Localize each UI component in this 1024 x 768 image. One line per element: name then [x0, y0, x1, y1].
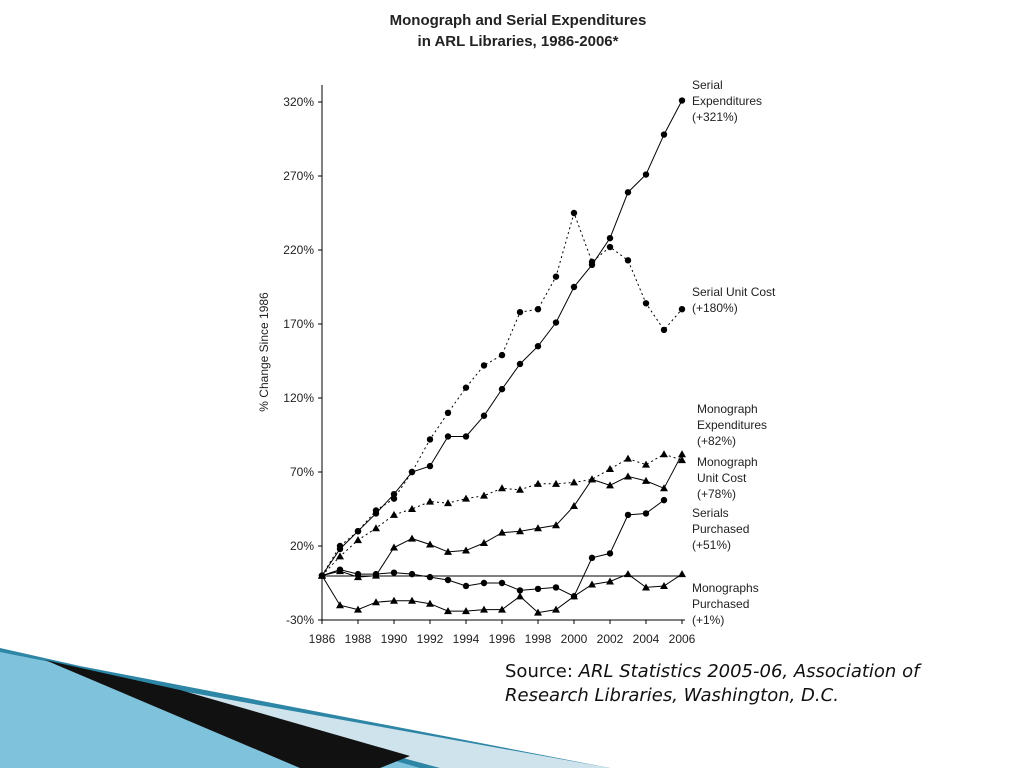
data-point-monograph_expenditures [624, 455, 632, 462]
series-label-monographs_purchased: Purchased [692, 597, 750, 611]
y-tick-label: 70% [289, 465, 314, 479]
data-point-monographs_purchased [606, 578, 614, 585]
data-point-serial_expenditures [661, 131, 667, 137]
data-point-serial_expenditures [571, 284, 577, 290]
y-tick-label: 20% [289, 539, 314, 553]
series-label-monographs_purchased: Monographs [692, 581, 759, 595]
data-point-monograph_expenditures [498, 484, 506, 491]
data-point-serial_expenditures [481, 413, 487, 419]
data-point-monograph_unit_cost [390, 543, 398, 550]
data-point-serial_unit_cost [535, 306, 541, 312]
data-point-serial_unit_cost [571, 210, 577, 216]
data-point-monograph_expenditures [480, 492, 488, 499]
data-point-monograph_unit_cost [408, 535, 416, 542]
data-point-monographs_purchased [408, 597, 416, 604]
series-layer [318, 97, 686, 615]
data-point-monographs_purchased [624, 570, 632, 577]
series-label-monographs_purchased: (+1%) [692, 613, 725, 627]
x-tick-label: 2006 [668, 632, 696, 646]
series-label-serial_unit_cost: Serial Unit Cost [692, 285, 776, 299]
series-label-serial_unit_cost: (+180%) [692, 301, 738, 315]
x-tick-label: 2002 [596, 632, 624, 646]
data-point-serial_expenditures [625, 189, 631, 195]
data-point-serials_purchased [445, 577, 451, 583]
series-serial_unit_cost [319, 210, 685, 579]
data-point-serial_expenditures [679, 97, 685, 103]
data-point-monograph_unit_cost [660, 484, 668, 491]
chart-title-line-1: Monograph and Serial Expenditures [389, 12, 647, 29]
data-point-serial_unit_cost [337, 543, 343, 549]
series-label-monograph_unit_cost: Unit Cost [697, 471, 747, 485]
data-point-monographs_purchased [516, 592, 524, 599]
x-tick-label: 1988 [344, 632, 372, 646]
data-point-serial_expenditures [643, 171, 649, 177]
series-label-monograph_expenditures: Monograph [697, 402, 758, 416]
series-label-serials_purchased: (+51%) [692, 538, 732, 552]
data-point-serial_unit_cost [481, 362, 487, 368]
data-point-serial_unit_cost [589, 259, 595, 265]
y-tick-label: -30% [285, 613, 314, 627]
data-point-serial_expenditures [607, 235, 613, 241]
x-ticks [309, 620, 696, 646]
data-point-monograph_expenditures [390, 511, 398, 518]
data-point-serials_purchased [427, 574, 433, 580]
series-label-serial_expenditures: Serial [692, 78, 723, 92]
data-point-monograph_expenditures [606, 465, 614, 472]
data-point-monograph_expenditures [408, 505, 416, 512]
series-label-serial_expenditures: Expenditures [692, 94, 763, 108]
x-tick-label: 1998 [524, 632, 552, 646]
data-point-monograph_expenditures [444, 499, 452, 506]
series-label-serial_expenditures: (+321%) [692, 110, 738, 124]
series-annotations [692, 78, 776, 627]
data-point-serial_unit_cost [553, 273, 559, 279]
x-tick-label: 1986 [308, 632, 336, 646]
data-point-serials_purchased [661, 497, 667, 503]
data-point-serials_purchased [373, 571, 379, 577]
y-tick-label: 270% [283, 169, 314, 183]
data-point-serial_expenditures [463, 433, 469, 439]
series-line-serial_unit_cost [322, 213, 682, 576]
y-tick-label: 120% [283, 391, 314, 405]
series-serials_purchased [319, 497, 667, 600]
data-point-monographs_purchased [552, 606, 560, 613]
x-tick-label: 1994 [452, 632, 480, 646]
y-ticks [283, 95, 322, 627]
data-point-monograph_expenditures [570, 478, 578, 485]
data-point-monograph_unit_cost [678, 450, 686, 457]
data-point-serial_unit_cost [625, 257, 631, 263]
data-point-serials_purchased [607, 550, 613, 556]
data-point-monograph_expenditures [516, 486, 524, 493]
data-point-serial_unit_cost [679, 306, 685, 312]
series-label-serials_purchased: Purchased [692, 522, 750, 536]
x-tick-label: 2000 [560, 632, 588, 646]
y-tick-label: 220% [283, 243, 314, 257]
data-point-serial_unit_cost [643, 300, 649, 306]
data-point-serial_unit_cost [661, 327, 667, 333]
data-point-monograph_expenditures [354, 536, 362, 543]
source-citation-text: ARL Statistics 2005-06, Association of Research Libraries, Washington, D.C. [505, 661, 920, 706]
x-tick-label: 1996 [488, 632, 516, 646]
data-point-serials_purchased [499, 580, 505, 586]
data-point-serials_purchased [625, 512, 631, 518]
data-point-serial_unit_cost [355, 528, 361, 534]
data-point-serial_expenditures [427, 463, 433, 469]
data-point-serials_purchased [643, 510, 649, 516]
data-point-serials_purchased [535, 586, 541, 592]
series-label-serials_purchased: Serials [692, 506, 729, 520]
data-point-serial_expenditures [499, 386, 505, 392]
data-point-serial_unit_cost [517, 309, 523, 315]
data-point-serial_unit_cost [499, 352, 505, 358]
data-point-serial_expenditures [445, 433, 451, 439]
series-label-monograph_unit_cost: (+78%) [697, 487, 737, 501]
data-point-monograph_unit_cost [462, 546, 470, 553]
data-point-serials_purchased [553, 584, 559, 590]
data-point-monograph_expenditures [426, 498, 434, 505]
source-prefix: Source: [505, 661, 573, 682]
data-point-serial_expenditures [517, 361, 523, 367]
data-point-serial_unit_cost [409, 469, 415, 475]
y-tick-label: 320% [283, 95, 314, 109]
data-point-serials_purchased [481, 580, 487, 586]
source-citation [505, 660, 1005, 708]
data-point-monographs_purchased [390, 597, 398, 604]
data-point-serials_purchased [391, 569, 397, 575]
chart-title-line-2: in ARL Libraries, 1986-2006* [417, 33, 619, 50]
data-point-monograph_expenditures [372, 524, 380, 531]
data-point-serial_unit_cost [373, 507, 379, 513]
data-point-monographs_purchased [336, 601, 344, 608]
series-label-monograph_unit_cost: Monograph [697, 455, 758, 469]
x-tick-label: 1992 [416, 632, 444, 646]
y-axis-label: % Change Since 1986 [257, 292, 271, 412]
data-point-monograph_expenditures [660, 450, 668, 457]
data-point-monograph_unit_cost [570, 502, 578, 509]
data-point-serial_expenditures [553, 319, 559, 325]
series-label-monograph_expenditures: Expenditures [697, 418, 768, 432]
data-point-monograph_expenditures [462, 495, 470, 502]
data-point-serials_purchased [409, 571, 415, 577]
x-tick-label: 1990 [380, 632, 408, 646]
data-point-serials_purchased [355, 571, 361, 577]
data-point-monograph_unit_cost [624, 472, 632, 479]
data-point-monograph_unit_cost [588, 475, 596, 482]
series-line-serial_expenditures [322, 101, 682, 576]
data-point-serials_purchased [463, 583, 469, 589]
data-point-serial_unit_cost [607, 244, 613, 250]
data-point-monograph_expenditures [534, 480, 542, 487]
data-point-serial_unit_cost [463, 384, 469, 390]
series-label-monograph_expenditures: (+82%) [697, 434, 737, 448]
data-point-monographs_purchased [660, 582, 668, 589]
data-point-monographs_purchased [678, 570, 686, 577]
x-tick-label: 2004 [632, 632, 660, 646]
y-tick-label: 170% [283, 317, 314, 331]
data-point-serial_unit_cost [427, 436, 433, 442]
series-serial_expenditures [319, 97, 685, 578]
data-point-serials_purchased [589, 555, 595, 561]
data-point-serials_purchased [337, 566, 343, 572]
data-point-serial_expenditures [535, 343, 541, 349]
data-point-serial_unit_cost [445, 410, 451, 416]
data-point-serial_unit_cost [391, 495, 397, 501]
data-point-monograph_unit_cost [480, 539, 488, 546]
